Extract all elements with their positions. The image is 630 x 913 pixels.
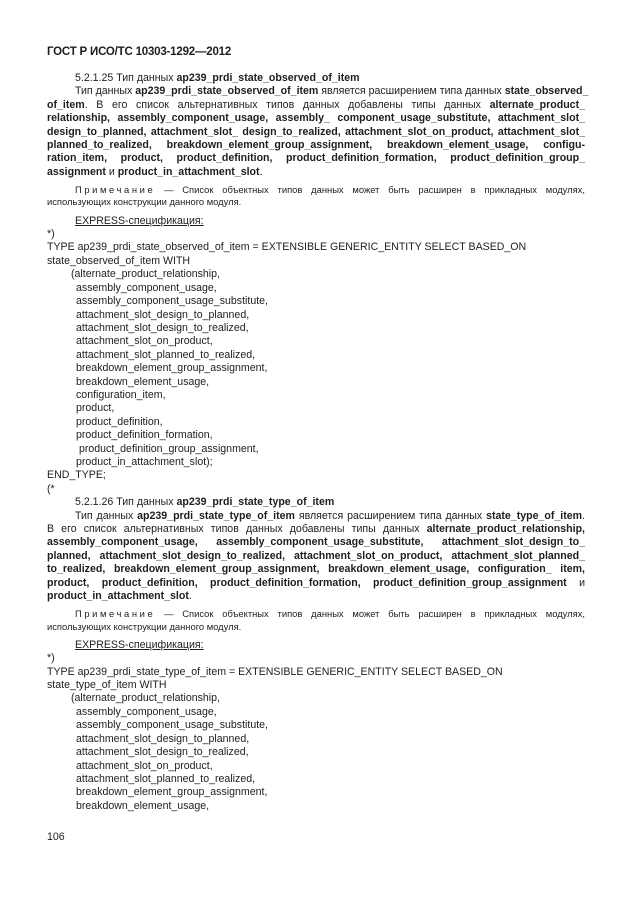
code-line: breakdown_element_group_assignment, [76,362,268,375]
page-header: ГОСТ Р ИСО/ТС 10303-1292—2012 [47,46,232,58]
section-number: 5.2.1.26 Тип данных [75,496,177,509]
express-code [47,652,585,813]
note-line: использующих конструкции данного модуля. [47,620,242,632]
page-content [47,72,589,813]
note-label: Примечание [75,608,156,620]
code-line: *) [47,228,55,241]
code-line: attachment_slot_on_product, [76,335,213,348]
section-type-name: ap239_prdi_state_type_of_item [176,496,335,509]
code-line: product_in_attachment_slot); [76,455,213,468]
code-line: product_definition_group_assignment, [76,442,259,455]
code-line: (* [47,482,55,495]
paragraph-line: product, product_definition, product_definition_formation, product_definition_group_assignment и [47,576,585,589]
code-line: product, [76,402,115,415]
paragraph-line: planned_to_realized, breakdown_element_group_assignment, breakdown_element_usage, configu- [47,139,585,152]
code-line: (alternate_product_relationship, [71,692,220,705]
section-heading [47,496,585,509]
code-line: assembly_component_usage, [76,281,217,294]
section-number: 5.2.1.25 Тип данных [75,72,177,84]
code-line: *) [47,652,55,665]
paragraph-line: product_in_attachment_slot. [47,590,192,603]
code-line: breakdown_element_usage, [76,375,210,388]
code-line: attachment_slot_design_to_planned, [76,732,250,745]
paragraph-line: of_item. В его список альтернативных типов данных добавлены типы данных alternate_product_ [47,98,585,111]
express-label: EXPRESS-спецификация: [75,638,204,651]
paragraph-line: В его список альтернативных типов данных добавлены типы данных alternate_product_relationship, [47,523,585,535]
paragraph-line: assembly_component_usage, assembly_component_usage_substitute, attachment_slot_design_to_ [47,536,585,549]
express-code [47,228,585,496]
paragraph-line: relationship, assembly_component_usage, assembly_ component_usage_substitute, attachment_slot_ [47,112,585,125]
code-line: attachment_slot_design_to_realized, [76,321,249,334]
code-line: assembly_component_usage, [76,705,217,718]
page-number: 106 [47,831,65,843]
note [47,608,585,632]
code-line: assembly_component_usage_substitute, [76,295,268,308]
code-line: product_definition_formation, [76,429,213,442]
paragraph-line: Тип данных ap239_prdi_state_type_of_item является расширением типа данных state_type_of_item. [75,509,586,522]
code-line: attachment_slot_design_to_realized, [76,746,249,759]
paragraph-line: Тип данных ap239_prdi_state_observed_of_item является расширением типа данных state_observed_ [75,85,589,98]
express-label: EXPRESS-спецификация: [75,214,204,227]
code-line: configuration_item, [76,388,166,401]
section-paragraph [47,85,589,179]
code-line: attachment_slot_planned_to_realized, [76,348,256,361]
code-line: (alternate_product_relationship, [71,268,220,281]
code-line: END_TYPE; [47,469,106,482]
note-label: Примечание [75,184,156,196]
paragraph-line: design_to_planned, attachment_slot_ design_to_realized, attachment_slot_on_product, attachment_slot_ [47,125,585,138]
code-line: attachment_slot_design_to_planned, [76,308,250,321]
section-type-name: ap239_prdi_state_observed_of_item [176,72,360,84]
paragraph-line: to_realized, breakdown_element_group_assignment, breakdown_element_usage, configuration_ item, [47,563,585,576]
code-line: product_definition, [76,415,163,428]
code-line: breakdown_element_group_assignment, [76,786,268,799]
paragraph-line: planned, attachment_slot_design_to_realized, attachment_slot_on_product, attachment_slot_planned_ [47,549,585,562]
note [47,184,585,208]
code-line: TYPE ap239_prdi_state_observed_of_item = EXTENSIBLE GENERIC_ENTITY SELECT BASED_ON [47,241,527,254]
section-heading [47,72,585,85]
section-paragraph [47,510,585,604]
code-line: attachment_slot_planned_to_realized, [76,772,256,785]
note-line: Примечание — Список объектных типов данных может быть расширен в прикладных модулях, [75,184,585,196]
note-line: использующих конструкции данного модуля. [47,196,242,208]
note-line: Примечание — Список объектных типов данных может быть расширен в прикладных модулях, [75,608,585,620]
paragraph-line: assignment и product_in_attachment_slot. [47,165,263,178]
paragraph-line: ration_item, product, product_definition, product_definition_formation, product_definition_group_ [47,152,585,165]
code-line: attachment_slot_on_product, [76,759,213,772]
code-line: breakdown_element_usage, [76,799,210,812]
code-line: state_type_of_item WITH [47,679,167,692]
code-line: state_observed_of_item WITH [47,254,191,267]
code-line: TYPE ap239_prdi_state_type_of_item = EXTENSIBLE GENERIC_ENTITY SELECT BASED_ON [47,665,503,678]
code-line: assembly_component_usage_substitute, [76,719,268,732]
